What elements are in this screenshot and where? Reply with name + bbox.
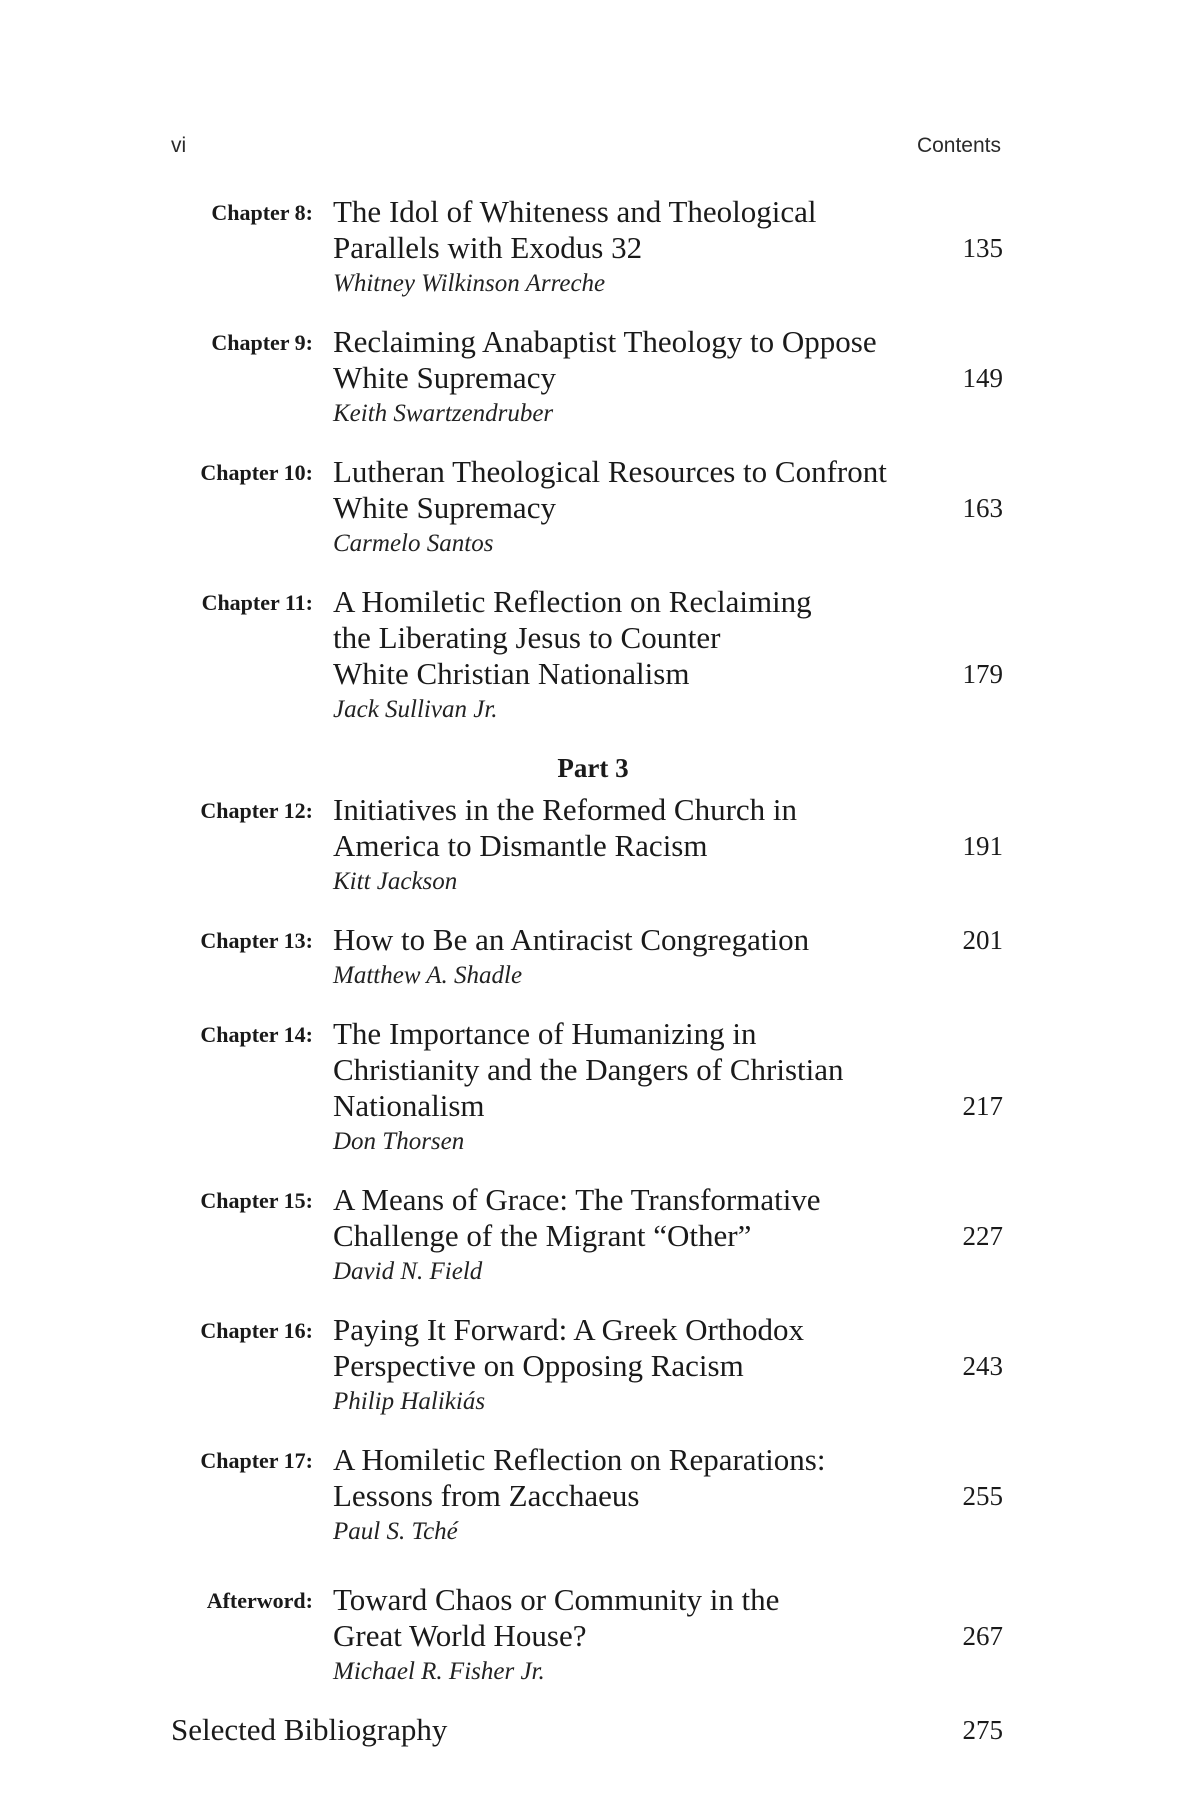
chapter-title-line — [333, 620, 1013, 656]
chapter-author: Matthew A. Shadle — [333, 962, 523, 989]
chapter-title-line — [333, 490, 1013, 526]
page-number: 201 — [962, 925, 1003, 955]
chapter-title-line — [333, 1312, 1013, 1348]
page-number: 227 — [962, 1221, 1003, 1251]
chapter-author: David N. Field — [333, 1258, 483, 1285]
chapter-label: Chapter 17: — [200, 1448, 313, 1473]
chapter-author: Whitney Wilkinson Arreche — [333, 270, 606, 297]
entry-body — [333, 584, 1013, 728]
toc-list — [0, 194, 1200, 1748]
chapter-label: Chapter 8: — [211, 200, 313, 225]
chapter-title-text: Parallels with Exodus 32 — [333, 230, 643, 265]
chapter-title-text: Perspective on Opposing Racism — [333, 1348, 744, 1383]
page-number: 179 — [962, 659, 1003, 689]
chapter-title-text: Christianity and the Dangers of Christian — [333, 1052, 844, 1087]
chapter-title-text: A Homiletic Reflection on Reclaiming — [333, 584, 812, 619]
entry-body — [333, 1442, 1013, 1550]
chapter-author: Keith Swartzendruber — [333, 400, 554, 427]
toc-entry[interactable] — [0, 324, 1200, 432]
toc-entry[interactable] — [0, 1312, 1200, 1420]
entry-body — [333, 922, 1013, 994]
chapter-title-text: Paying It Forward: A Greek Orthodox — [333, 1312, 804, 1347]
chapter-label: Chapter 15: — [200, 1188, 313, 1213]
entry-body — [333, 1182, 1013, 1290]
toc-group-part-3 — [0, 792, 1200, 1690]
toc-group-part-2 — [0, 194, 1200, 728]
chapter-author: Paul S. Tché — [333, 1518, 458, 1545]
chapter-label: Afterword: — [206, 1588, 313, 1613]
entry-body — [333, 1582, 1013, 1690]
page-number: 275 — [962, 1715, 1003, 1745]
chapter-title-text: A Means of Grace: The Transformative — [333, 1182, 821, 1217]
chapter-title-text: the Liberating Jesus to Counter — [333, 620, 721, 655]
bibliography-label: Selected Bibliography — [171, 1712, 448, 1747]
page-folio: vi — [171, 134, 187, 157]
toc-entry-bibliography[interactable] — [171, 1712, 1003, 1748]
chapter-author: Don Thorsen — [333, 1128, 465, 1155]
chapter-title-text: Initiatives in the Reformed Church in — [333, 792, 798, 827]
page-number: 217 — [962, 1091, 1003, 1121]
chapter-author: Jack Sullivan Jr. — [333, 696, 498, 723]
toc-entry[interactable] — [0, 1582, 1200, 1690]
chapter-title-text: White Supremacy — [333, 360, 556, 395]
chapter-title-text: The Idol of Whiteness and Theological — [333, 194, 817, 229]
page-number: 267 — [962, 1621, 1003, 1651]
toc-entry[interactable] — [0, 194, 1200, 302]
page-number: 149 — [962, 363, 1003, 393]
chapter-title-line — [333, 1478, 1013, 1514]
toc-entry[interactable] — [0, 1182, 1200, 1290]
chapter-title-line — [333, 792, 1013, 828]
chapter-title-text: How to Be an Antiracist Congregation — [333, 922, 810, 957]
chapter-title-line — [333, 1442, 1013, 1478]
chapter-title-line — [333, 1088, 1013, 1124]
page-number: 243 — [962, 1351, 1003, 1381]
page-number: 135 — [962, 233, 1003, 263]
chapter-author: Kitt Jackson — [333, 868, 458, 895]
entry-body — [333, 792, 1013, 900]
toc-entry[interactable] — [0, 1016, 1200, 1160]
toc-entry[interactable] — [0, 1442, 1200, 1550]
running-head — [171, 134, 1001, 164]
page-number: 163 — [962, 493, 1003, 523]
chapter-title-text: White Christian Nationalism — [333, 656, 690, 691]
chapter-title-text: Reclaiming Anabaptist Theology to Oppose — [333, 324, 877, 359]
chapter-title-line — [333, 1016, 1013, 1052]
entry-body — [333, 324, 1013, 432]
chapter-label: Chapter 11: — [201, 590, 313, 615]
chapter-author: Michael R. Fisher Jr. — [333, 1658, 545, 1685]
chapter-title-line — [333, 324, 1013, 360]
entry-body — [333, 1016, 1013, 1160]
entry-body — [333, 1312, 1013, 1420]
chapter-title-text: Great World House? — [333, 1618, 587, 1653]
chapter-title-text: Lessons from Zacchaeus — [333, 1478, 640, 1513]
chapter-title-text: America to Dismantle Racism — [333, 828, 708, 863]
toc-entry[interactable] — [0, 584, 1200, 728]
entry-body — [333, 194, 1013, 302]
chapter-title-line — [333, 584, 1013, 620]
chapter-title-line — [333, 1182, 1013, 1218]
chapter-author: Carmelo Santos — [333, 530, 494, 557]
chapter-title-text: Nationalism — [333, 1088, 485, 1123]
chapter-title-text: Challenge of the Migrant “Other” — [333, 1218, 752, 1253]
chapter-title-line — [333, 1582, 1013, 1618]
chapter-label: Chapter 14: — [200, 1022, 313, 1047]
chapter-label: Chapter 13: — [200, 928, 313, 953]
chapter-title-text: Toward Chaos or Community in the — [333, 1582, 780, 1617]
chapter-title-text: Lutheran Theological Resources to Confront — [333, 454, 887, 489]
chapter-title-line — [333, 1348, 1013, 1384]
chapter-title-line — [333, 360, 1013, 396]
chapter-title-line — [333, 656, 1013, 692]
chapter-title-line — [333, 1618, 1013, 1654]
chapter-title-line — [333, 828, 1013, 864]
chapter-title-line — [333, 1052, 1013, 1088]
toc-entry[interactable] — [0, 792, 1200, 900]
page-number: 255 — [962, 1481, 1003, 1511]
chapter-label: Chapter 9: — [211, 330, 313, 355]
chapter-title-line — [333, 230, 1013, 266]
running-head-section: Contents — [916, 134, 1001, 157]
chapter-title-line — [333, 194, 1013, 230]
chapter-label: Chapter 12: — [200, 798, 313, 823]
chapter-title-line — [333, 454, 1013, 490]
chapter-title-text: The Importance of Humanizing in — [333, 1016, 757, 1051]
chapter-label: Chapter 16: — [200, 1318, 313, 1343]
chapter-title-line — [333, 922, 1013, 958]
entry-body — [333, 454, 1013, 562]
chapter-label: Chapter 10: — [200, 460, 313, 485]
chapter-author: Philip Halikiás — [333, 1388, 486, 1415]
toc-entry[interactable] — [0, 922, 1200, 994]
part-heading: Part 3 — [557, 753, 629, 783]
chapter-title-text: White Supremacy — [333, 490, 556, 525]
toc-entry[interactable] — [0, 454, 1200, 562]
chapter-title-line — [333, 1218, 1013, 1254]
page-number: 191 — [962, 831, 1003, 861]
chapter-title-text: A Homiletic Reflection on Reparations: — [333, 1442, 826, 1477]
